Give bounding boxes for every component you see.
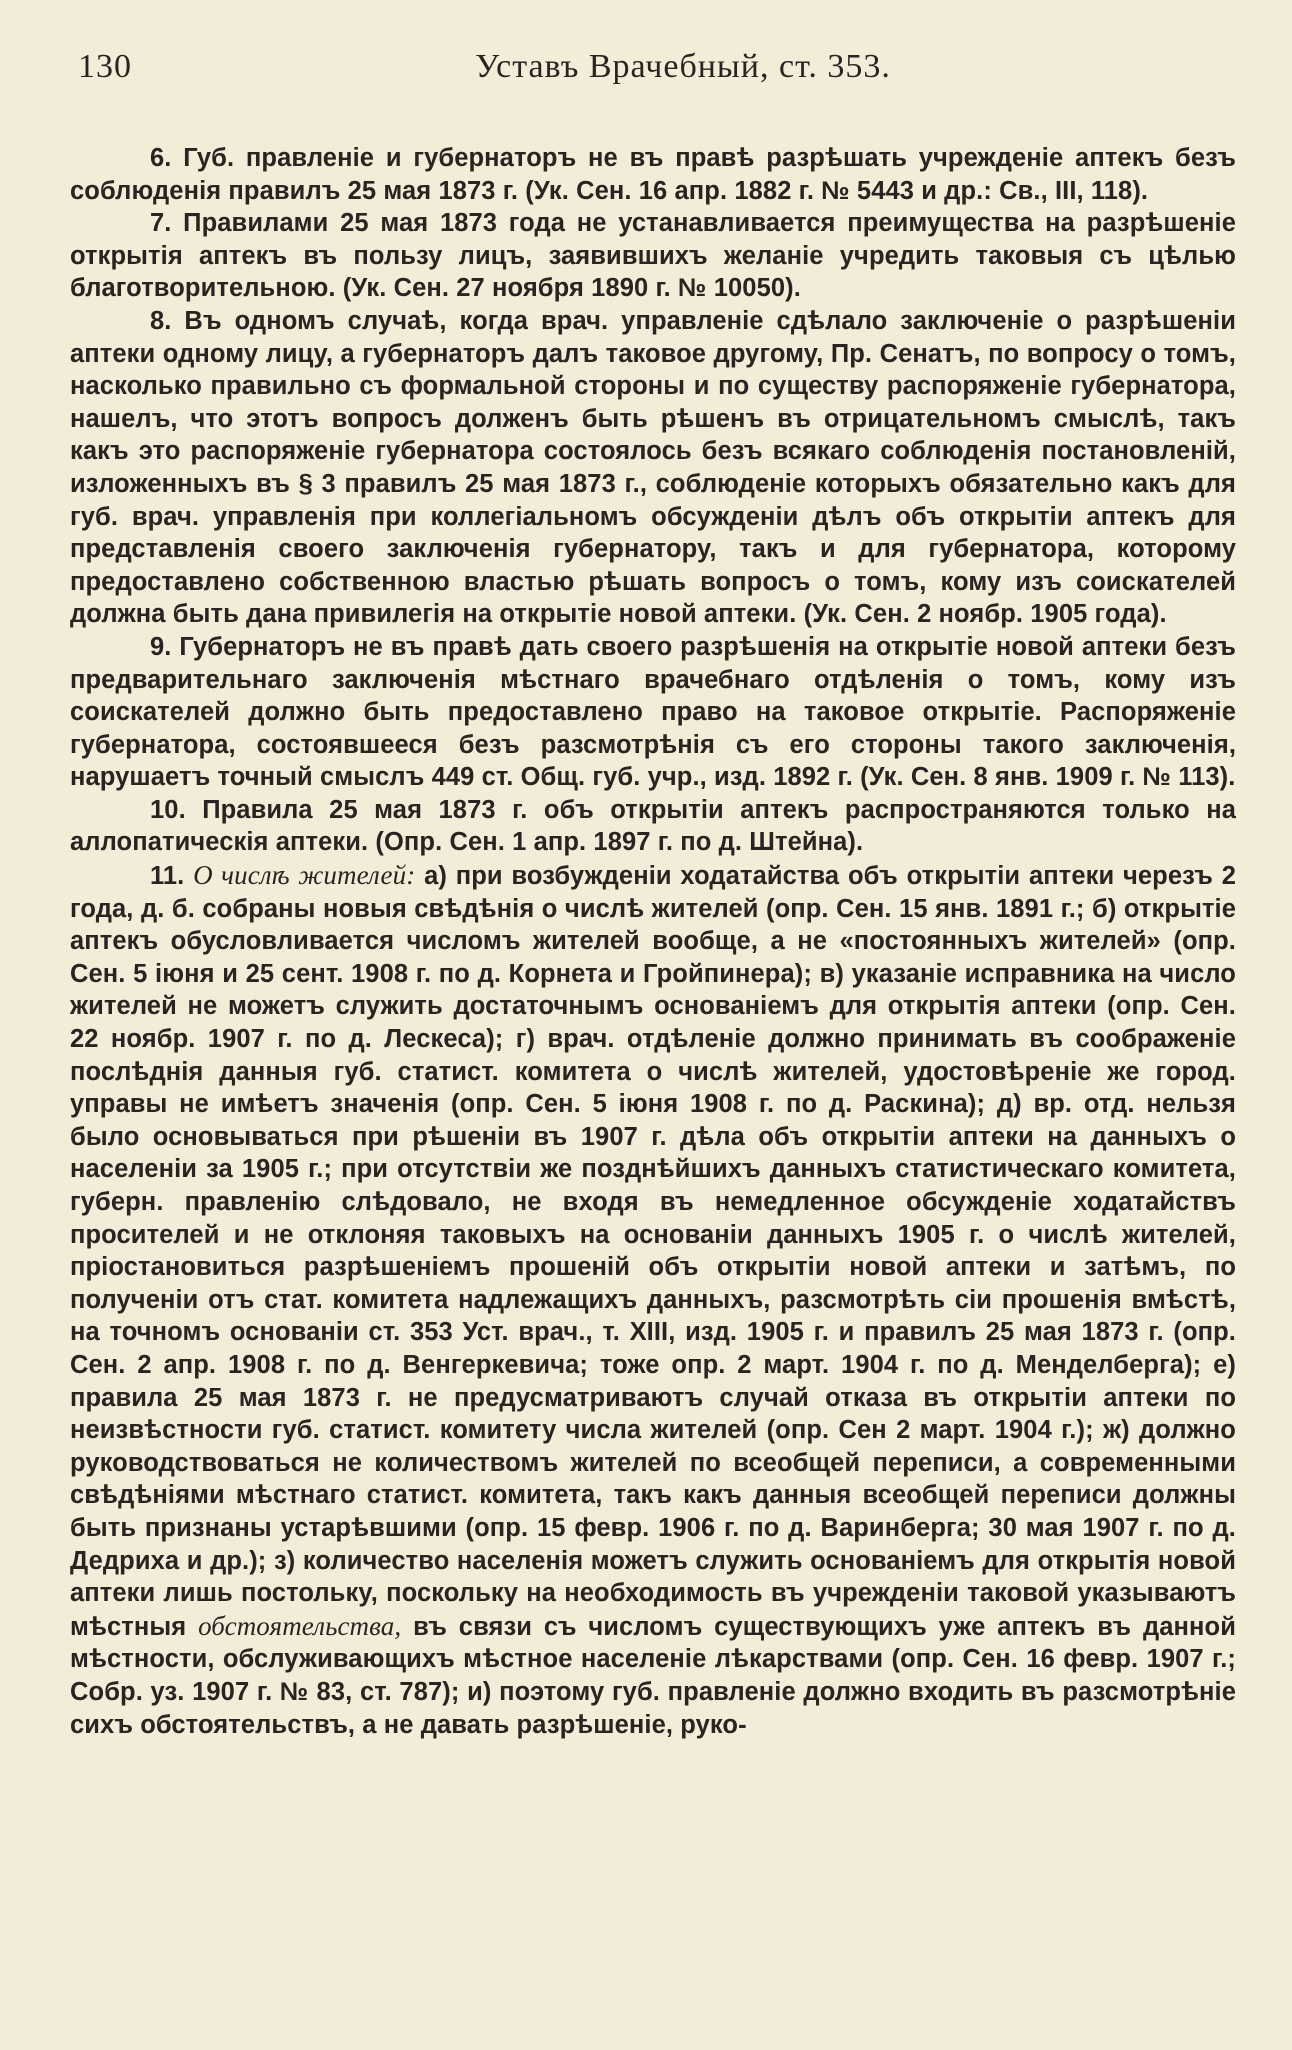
paragraph-number: 11. [150, 862, 194, 891]
paragraph-7 [70, 207, 1236, 305]
paragraph-6 [70, 142, 1236, 207]
paragraph-10 [70, 794, 1236, 859]
paragraph-text: 9. Губернаторъ не въ правѣ дать своего разрѣшенія на открытіе новой аптеки безъ предварительнаго заключенія мѣстнаго врачебнаго отдѣленія о томъ, кому изъ соискателей должно быть предоставлено право на таковое открытіе. Распоряженіе губернатора, состоявшееся безъ разсмотрѣнія съ его стороны такого заключенія, нарушаетъ точный смыслъ 449 ст. Общ. губ. учр., изд. 1892 г. (Ук. Сен. 8 янв. 1909 г. № 113). [70, 632, 1236, 792]
running-head [70, 48, 1236, 108]
paragraph-text: 6. Губ. правленіе и губернаторъ не въ правѣ разрѣшать учрежденіе аптекъ безъ соблюденія правилъ 25 мая 1873 г. (Ук. Сен. 16 апр. 1882 г. № 5443 и др.: Св., III, 118). [70, 144, 1236, 205]
paragraph-text: 10. Правила 25 мая 1873 г. объ открытіи аптекъ распространяются только на аллопатическія аптеки. (Опр. Сен. 1 апр. 1897 г. по д. Штейна). [70, 795, 1236, 857]
paragraph-8 [70, 305, 1236, 631]
paragraph-9 [70, 631, 1236, 794]
paragraph-text: 7. Правилами 25 мая 1873 года не устанавливается преимущества на разрѣшеніе открытія аптекъ въ пользу лицъ, заявившихъ желаніе учредить таковыя съ цѣлью благотворительною. (Ук. Сен. 27 ноября 1890 г. № 10050). [70, 209, 1236, 303]
paragraph-text: а) при возбужденіи ходатайства объ открытіи аптеки черезъ 2 года, д. б. собраны новыя свѣдѣнія о числѣ жителей (опр. Сен. 15 янв. 1891 г.; б) открытіе аптекъ обусловливается числомъ жителей вообще, а не «постоянныхъ жителей» (опр. Сен. 5 іюня и 25 сент. 1908 г. по д. Корнета и Гройпинера); в) указаніе исправника на число жителей не можетъ служить достаточнымъ основаніемъ для открытія аптеки (опр. Сен. 22 ноябр. 1907 г. по д. Лескеса); г) врач. отдѣленіе должно принимать въ соображеніе послѣднія данныя губ. статист. комитета о числѣ жителей, удостовѣреніе же город. управы не имѣетъ значенія (опр. Сен. 5 іюня 1908 г. по д. Раскина); д) вр. отд. нельзя было основываться при рѣшеніи въ 1907 г. дѣла объ открытіи аптеки на данныхъ о населеніи за 1905 г.; при отсутствіи же позднѣйшихъ данныхъ статистическаго комитета, губерн. правленію слѣдовало, не входя въ немедленное обсужденіе ходатайствъ просителей и не отклоняя таковыхъ на основаніи данныхъ 1905 г. о числѣ жителей, пріостановиться разрѣшеніемъ прошеній объ открытіи новой аптеки и затѣмъ, по полученіи отъ стат. комитета надлежащихъ данныхъ, разсмотрѣть сіи прошенія вмѣстѣ, на точномъ основаніи ст. 353 Уст. врач., т. XIII, изд. 1905 г. и правилъ 25 мая 1873 г. (опр. Сен. 2 апр. 1908 г. по д. Венгеркевича; тоже опр. 2 март. 1904 г. по д. Менделберга); е) правила 25 мая 1873 г. не предусматриваютъ случай отказа въ открытіи аптеки по неизвѣстности губ. статист. комитету числа жителей (опр. Сен 2 март. 1904 г.); ж) должно руководствоваться не количествомъ жителей по всеобщей переписи, а современными свѣдѣніями мѣстнаго статист. комитета, такъ какъ данныя всеобщей переписи должны быть признаны устарѣвшими (опр. 15 февр. 1906 г. по д. Варинберга; 30 мая 1907 г. по д. Дедриха и др.); з) количество населенія можетъ служить основаніемъ для открытія новой аптеки лишь постольку, поскольку на необходимость въ учрежденіи таковой указываютъ мѣстныя [70, 862, 1237, 1641]
paragraph-text: 8. Въ одномъ случаѣ, когда врач. управленіе сдѣлало заключеніе о разрѣшеніи аптеки одному лицу, а губернаторъ далъ таковое другому, Пр. Сенатъ, по вопросу о томъ, насколько правильно съ формальной стороны и по существу распоряженіе губернатора, нашелъ, что этотъ вопросъ долженъ быть рѣшенъ въ отрицательномъ смыслѣ, такъ какъ это распоряженіе губернатора состоялось безъ всякаго соблюденія постановленій, изложенныхъ въ § 3 правилъ 25 мая 1873 г., соблюденіе которыхъ обязательно какъ для губ. врач. управленія при коллегіальномъ обсужденіи дѣлъ объ открытіи аптекъ для представленія своего заключенія губернатору, такъ и для губернатора, которому предоставлено собственною властью рѣшать вопросъ о томъ, кому изъ соискателей должна быть дана привилегія на открытіе новой аптеки. (Ук. Сен. 2 ноябр. 1905 года). [70, 306, 1236, 629]
paragraph-11 [70, 859, 1236, 1741]
paragraph-text-continued: въ связи съ числомъ существующихъ уже аптекъ въ данной мѣстности, обслуживающихъ мѣстное населеніе лѣкарствами (опр. Сен. 16 февр. 1907 г.; Собр. уз. 1907 г. № 83, ст. 787); и) поэтому губ. правленіе должно входить въ разсмотрѣніе сихъ обстоятельствъ, а не давать разрѣшеніе, руко- [70, 1612, 1236, 1739]
page-number: 130 [78, 48, 132, 85]
italic-term: обстоятельства, [198, 1610, 402, 1641]
page-title: Уставъ Врачебный, ст. 353. [475, 48, 891, 85]
paragraph-subheading: О числѣ жителей: [193, 860, 416, 891]
body-text [70, 142, 1236, 1741]
